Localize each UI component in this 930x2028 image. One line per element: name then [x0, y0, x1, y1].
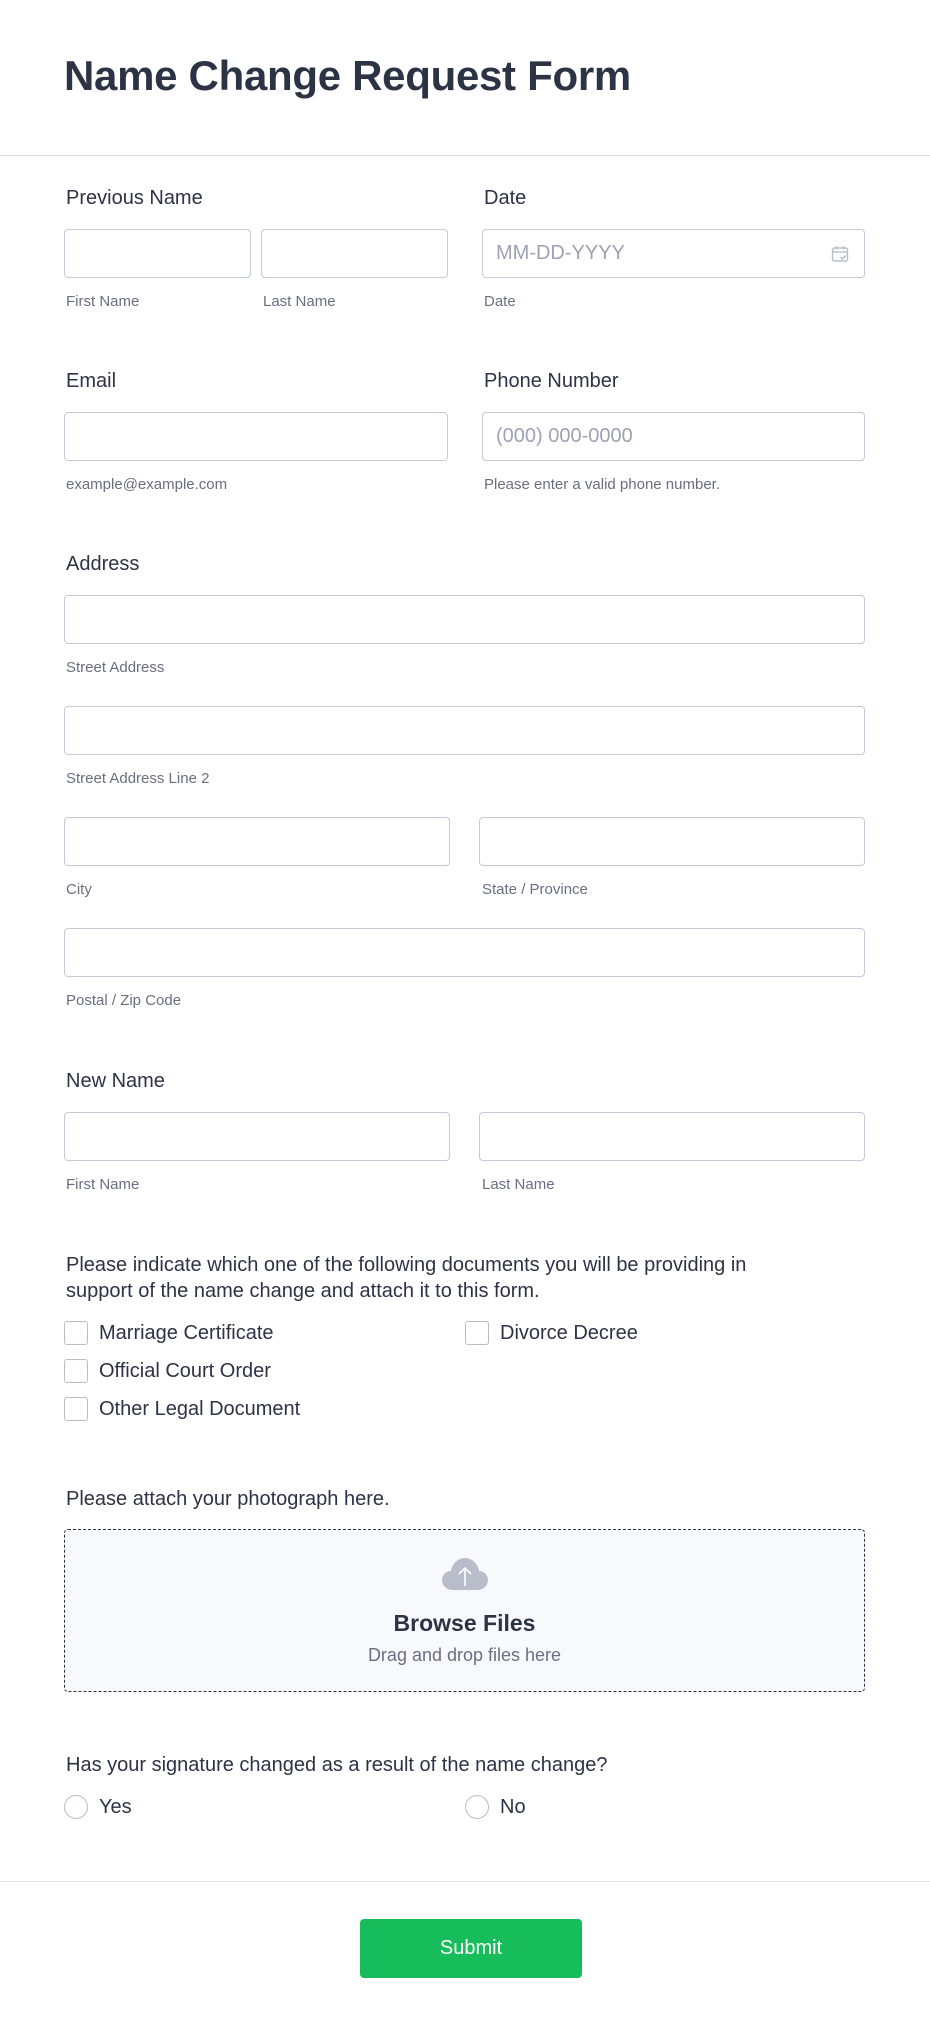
file-upload-dropzone[interactable] [64, 1529, 865, 1692]
cloud-upload-icon [441, 1556, 489, 1592]
radio-label: Yes [99, 1795, 132, 1818]
date-placeholder: MM-DD-YYYY [496, 242, 625, 264]
postal-zip-input[interactable] [64, 928, 865, 977]
radio-circle[interactable] [465, 1795, 489, 1819]
checkbox-label: Divorce Decree [500, 1321, 638, 1344]
new-last-name-input[interactable] [479, 1112, 865, 1161]
checkbox-other-legal-document[interactable] [64, 1396, 300, 1422]
page-title: Name Change Request Form [64, 52, 631, 99]
form-header [0, 0, 930, 156]
address-label: Address [66, 553, 140, 575]
documents-question-line1: Please indicate which one of the following documents you will be providing in [66, 1254, 747, 1276]
state-province-sublabel: State / Province [482, 881, 588, 898]
new-last-name-sublabel: Last Name [482, 1176, 555, 1193]
documents-question [66, 1252, 746, 1304]
email-input[interactable] [64, 412, 448, 461]
new-first-name-sublabel: First Name [66, 1176, 140, 1193]
new-first-name-input[interactable] [64, 1112, 450, 1161]
city-sublabel: City [66, 881, 92, 898]
checkbox-box[interactable] [64, 1397, 88, 1421]
checkbox-label: Marriage Certificate [99, 1321, 274, 1344]
new-name-label: New Name [66, 1070, 165, 1092]
date-input[interactable] [482, 229, 865, 278]
radio-label: No [500, 1795, 526, 1818]
street-address-sublabel: Street Address [66, 659, 165, 676]
signature-question: Has your signature changed as a result of the name change? [66, 1754, 608, 1776]
street-address-line2-input[interactable] [64, 706, 865, 755]
radio-circle[interactable] [64, 1795, 88, 1819]
checkbox-marriage-certificate[interactable] [64, 1320, 274, 1346]
checkbox-divorce-decree[interactable] [465, 1320, 638, 1346]
previous-first-name-sublabel: First Name [66, 293, 140, 310]
previous-last-name-sublabel: Last Name [263, 293, 336, 310]
browse-files-button[interactable]: Browse Files [393, 1610, 536, 1636]
email-label: Email [66, 370, 117, 392]
previous-last-name-input[interactable] [261, 229, 448, 278]
calendar-icon[interactable] [830, 244, 850, 264]
date-sublabel: Date [484, 293, 516, 310]
street-address-line2-sublabel: Street Address Line 2 [66, 770, 210, 787]
postal-zip-sublabel: Postal / Zip Code [66, 992, 182, 1009]
footer-divider [0, 1881, 930, 1882]
checkbox-box[interactable] [64, 1321, 88, 1345]
documents-question-line2: support of the name change and attach it to this form. [66, 1280, 540, 1302]
submit-button[interactable]: Submit [360, 1919, 582, 1978]
street-address-input[interactable] [64, 595, 865, 644]
previous-name-label: Previous Name [66, 187, 203, 209]
phone-input[interactable] [482, 412, 865, 461]
photo-label: Please attach your photograph here. [66, 1488, 390, 1510]
checkbox-box[interactable] [465, 1321, 489, 1345]
state-province-input[interactable] [479, 817, 865, 866]
phone-label: Phone Number [484, 370, 619, 392]
email-sublabel: example@example.com [66, 476, 228, 493]
phone-sublabel: Please enter a valid phone number. [484, 476, 720, 493]
checkbox-label: Other Legal Document [99, 1397, 301, 1420]
previous-first-name-input[interactable] [64, 229, 251, 278]
radio-no[interactable] [465, 1794, 526, 1820]
radio-yes[interactable] [64, 1794, 132, 1820]
drag-drop-hint: Drag and drop files here [367, 1645, 562, 1665]
city-input[interactable] [64, 817, 450, 866]
checkbox-box[interactable] [64, 1359, 88, 1383]
checkbox-official-court-order[interactable] [64, 1358, 271, 1384]
date-label: Date [484, 187, 527, 209]
checkbox-label: Official Court Order [99, 1359, 271, 1382]
phone-placeholder: (000) 000-0000 [496, 425, 633, 447]
